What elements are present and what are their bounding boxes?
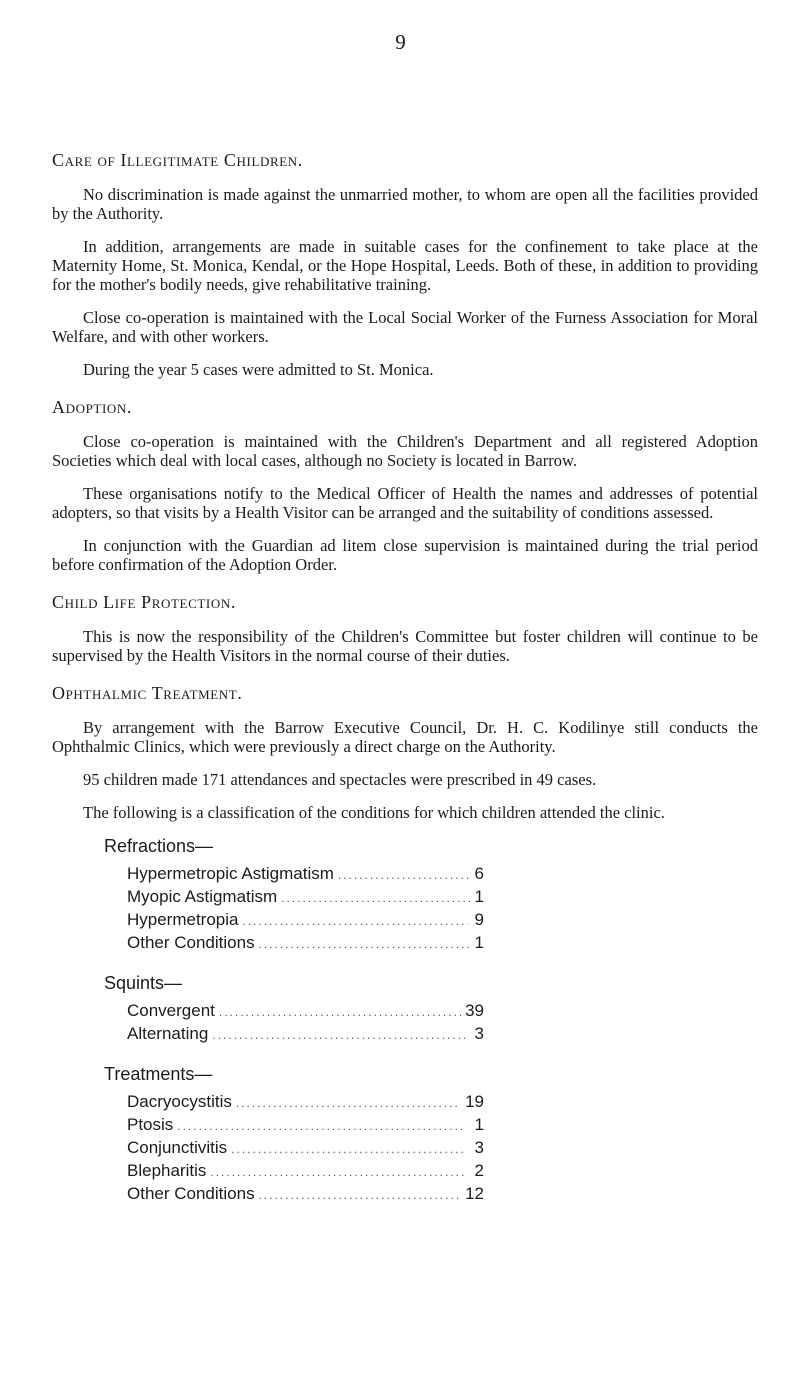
row-value: 1 <box>474 887 484 906</box>
leader-dots <box>243 911 468 932</box>
table-row <box>127 1023 484 1046</box>
paragraph: By arrangement with the Barrow Executive Council, Dr. H. C. Kodilinye still conducts the Ophthalmic Clinics, which were previously a direct charge on the Authority. <box>52 718 758 756</box>
table-row <box>127 863 484 886</box>
leader-dots <box>212 1025 466 1046</box>
table-row <box>127 932 484 955</box>
row-value: 12 <box>465 1184 484 1203</box>
page-body <box>52 150 758 1224</box>
row-label: Myopic Astigmatism <box>127 887 278 906</box>
row-value: 3 <box>474 1024 484 1043</box>
paragraph: Close co-operation is maintained with the Children's Department and all registered Adoption Societies which deal with local cases, although no Society is located in Barrow. <box>52 432 758 470</box>
row-label: Dacryocystitis <box>127 1092 232 1111</box>
row-label: Hypermetropia <box>127 910 239 929</box>
table-row <box>127 1091 484 1114</box>
group-treatments <box>104 1064 484 1206</box>
table-row <box>127 1114 484 1137</box>
section-heading-adoption: Adoption. <box>52 397 132 417</box>
classification-table <box>104 836 484 1206</box>
section-heading-ophthalmic: Ophthalmic Treatment. <box>52 683 243 703</box>
leader-dots <box>259 1185 462 1206</box>
paragraph: The following is a classification of the conditions for which children attended the clinic. <box>83 803 665 822</box>
row-value: 9 <box>474 910 484 929</box>
group-title: Treatments— <box>104 1064 213 1084</box>
paragraph: No discrimination is made against the unmarried mother, to whom are open all the facilities provided by the Authority. <box>52 185 758 223</box>
table-row <box>127 909 484 932</box>
table-row <box>127 1183 484 1206</box>
table-row <box>127 1000 484 1023</box>
row-label: Convergent <box>127 1001 215 1020</box>
paragraph: In addition, arrangements are made in suitable cases for the confinement to take place at the Maternity Home, St. Monica, Kendal, or the Hope Hospital, Leeds. Both of these, in addition to providing for the mother's bodily needs, give rehabilitative training. <box>52 237 758 294</box>
row-value: 39 <box>465 1001 484 1020</box>
row-value: 6 <box>474 864 484 883</box>
paragraph: This is now the responsibility of the Children's Committee but foster children will continue to be supervised by the Health Visitors in the normal course of their duties. <box>52 627 758 665</box>
row-label: Alternating <box>127 1024 209 1043</box>
paragraph: During the year 5 cases were admitted to St. Monica. <box>83 360 434 379</box>
row-label: Other Conditions <box>127 1184 255 1203</box>
section-heading-care: Care of Illegitimate Children. <box>52 150 303 170</box>
row-value: 1 <box>474 933 484 952</box>
leader-dots <box>259 934 469 955</box>
section-heading-child-life: Child Life Protection. <box>52 592 236 612</box>
group-title: Squints— <box>104 973 183 993</box>
group-squints <box>104 973 484 1046</box>
row-label: Conjunctivitis <box>127 1138 228 1157</box>
leader-dots <box>231 1139 467 1160</box>
leader-dots <box>177 1116 464 1137</box>
paragraph: Close co-operation is maintained with the Local Social Worker of the Furness Association for Moral Welfare, and with other workers. <box>52 308 758 346</box>
leader-dots <box>338 865 471 886</box>
row-value: 19 <box>465 1092 484 1111</box>
table-row <box>127 1160 484 1183</box>
leader-dots <box>219 1002 461 1023</box>
paragraph: 95 children made 171 attendances and spectacles were prescribed in 49 cases. <box>83 770 597 789</box>
row-label: Ptosis <box>127 1115 174 1134</box>
row-label: Other Conditions <box>127 933 255 952</box>
leader-dots <box>210 1162 466 1183</box>
paragraph: These organisations notify to the Medical Officer of Health the names and addresses of potential adopters, so that visits by a Health Visitor can be arranged and the suitability of conditions assessed. <box>52 484 758 522</box>
row-label: Blepharitis <box>127 1161 207 1180</box>
group-refractions <box>104 836 484 955</box>
row-value: 1 <box>474 1115 484 1134</box>
leader-dots <box>236 1093 461 1114</box>
group-title: Refractions— <box>104 836 214 856</box>
leader-dots <box>281 888 470 909</box>
row-value: 2 <box>474 1161 484 1180</box>
row-value: 3 <box>474 1138 484 1157</box>
table-row <box>127 1137 484 1160</box>
paragraph: In conjunction with the Guardian ad litem close supervision is maintained during the trial period before confirmation of the Adoption Order. <box>52 536 758 574</box>
page-number: 9 <box>395 30 406 54</box>
table-row <box>127 886 484 909</box>
row-label: Hypermetropic Astigmatism <box>127 864 334 883</box>
